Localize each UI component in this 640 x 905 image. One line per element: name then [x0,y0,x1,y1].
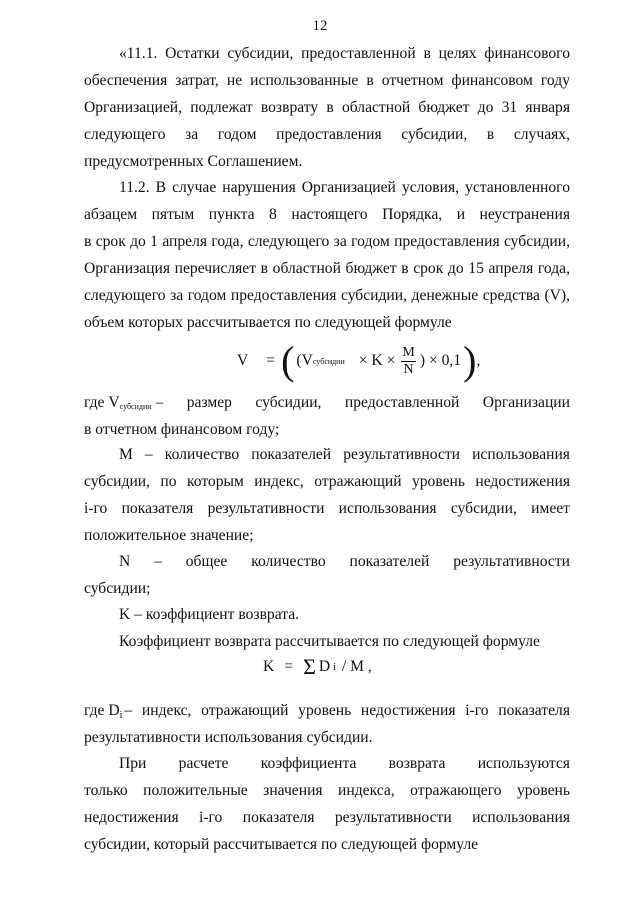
definition-v [84,389,570,443]
text-line: Организацией, подлежат возврату в областной бюджет до 31 января [84,99,570,116]
formula-v-fraction [401,345,415,378]
definition-m [84,441,570,549]
text-line: K – коэффициент возврата. [119,606,300,623]
formula-v-v-sub: субсидии [312,356,345,366]
text-line [84,389,570,416]
formula-v-v-symbol: (V [296,352,313,369]
text-line: N – общее количество показателей результативности [119,553,570,570]
formula-k-d: D [318,658,331,675]
def-v-prefix: где V [84,394,120,411]
text-line: положительное значение; [84,527,254,544]
text-line: субсидии, по которым индекс, отражающий уровень недостижения [84,473,570,490]
formula-v-tail: ) × 0,1 [419,352,462,369]
fraction-numerator: M [402,344,415,360]
text-line: M – количество показателей результативности использования [119,446,570,463]
formula-k-equals: = [284,658,294,675]
def-d-prefix: где D [84,702,120,719]
text-line: «11.1. Остатки субсидии, предоставленной в целях финансового [119,45,570,62]
formula-k-rest: / M , [341,658,372,675]
definition-d [84,697,570,751]
formula-k-d-sub: i [333,661,336,673]
definition-k [84,601,570,655]
definition-n [84,548,570,602]
page-number: 12 [312,18,328,34]
text-line: субсидии, который рассчитывается по следующей формуле [84,836,479,853]
def-d-rest: – индекс, отражающий уровень недостижения i-го показателя [124,702,570,719]
text-line: обеспечения затрат, не использованные в отчетном финансовом году [84,72,570,89]
text-line: 11.2. В случае нарушения Организацией условия, установленного [119,179,570,196]
formula-v-open-paren: ( [281,338,295,383]
text-line: только положительные значения индекса, отражающего уровень [84,782,570,799]
formula-k [0,652,640,682]
text-line: абзацем пятым пункта 8 настоящего Порядка, и неустранения [84,206,570,223]
text-line: результативности использования субсидии. [84,729,373,746]
formula-v [0,337,640,385]
text-line: следующего за годом предоставления субсидии, денежные средства (V), [84,287,570,304]
formula-v-equals: = [266,352,276,369]
text-line: Организация перечисляет в областной бюджет в срок до 15 апреля года, [84,260,570,277]
text-line: следующего за годом предоставления субсидии, в случаях, [84,126,570,143]
text-line: в срок до 1 апреля года, следующего за годом предоставления субсидии, [84,233,570,250]
paragraph-11-1 [84,40,570,175]
formula-v-close-paren: ) [463,338,477,383]
sigma-symbol: Σ [303,654,316,679]
def-v-sub: субсидии [119,402,152,411]
formula-v-times-k: × K × [358,352,396,369]
text-line: предусмотренных Соглашением. [84,153,303,170]
formula-v-lhs: V [237,352,249,369]
def-v-rest: – размер субсидии, предоставленной Организации [155,394,570,411]
text-line [84,697,570,724]
text-line: При расчете коэффициента возврата используются [119,755,570,772]
text-line: объем которых рассчитывается по следующей формуле [84,314,452,331]
text-line: i-го показателя результативности использования субсидии, имеет [84,500,570,517]
def-d-sub: i [119,710,123,721]
text-line: субсидии; [84,580,151,597]
fraction-denominator: N [403,361,414,377]
text-line: Коэффициент возврата рассчитывается по следующей формуле [119,633,540,650]
formula-k-lhs: K [263,658,275,675]
text-line: в отчетном финансовом году; [84,421,280,438]
paragraph-11-2 [84,174,570,336]
text-line: недостижения i-го показателя результативности использования [84,809,570,826]
paragraph-final [84,750,570,858]
formula-v-comma: , [476,352,481,369]
